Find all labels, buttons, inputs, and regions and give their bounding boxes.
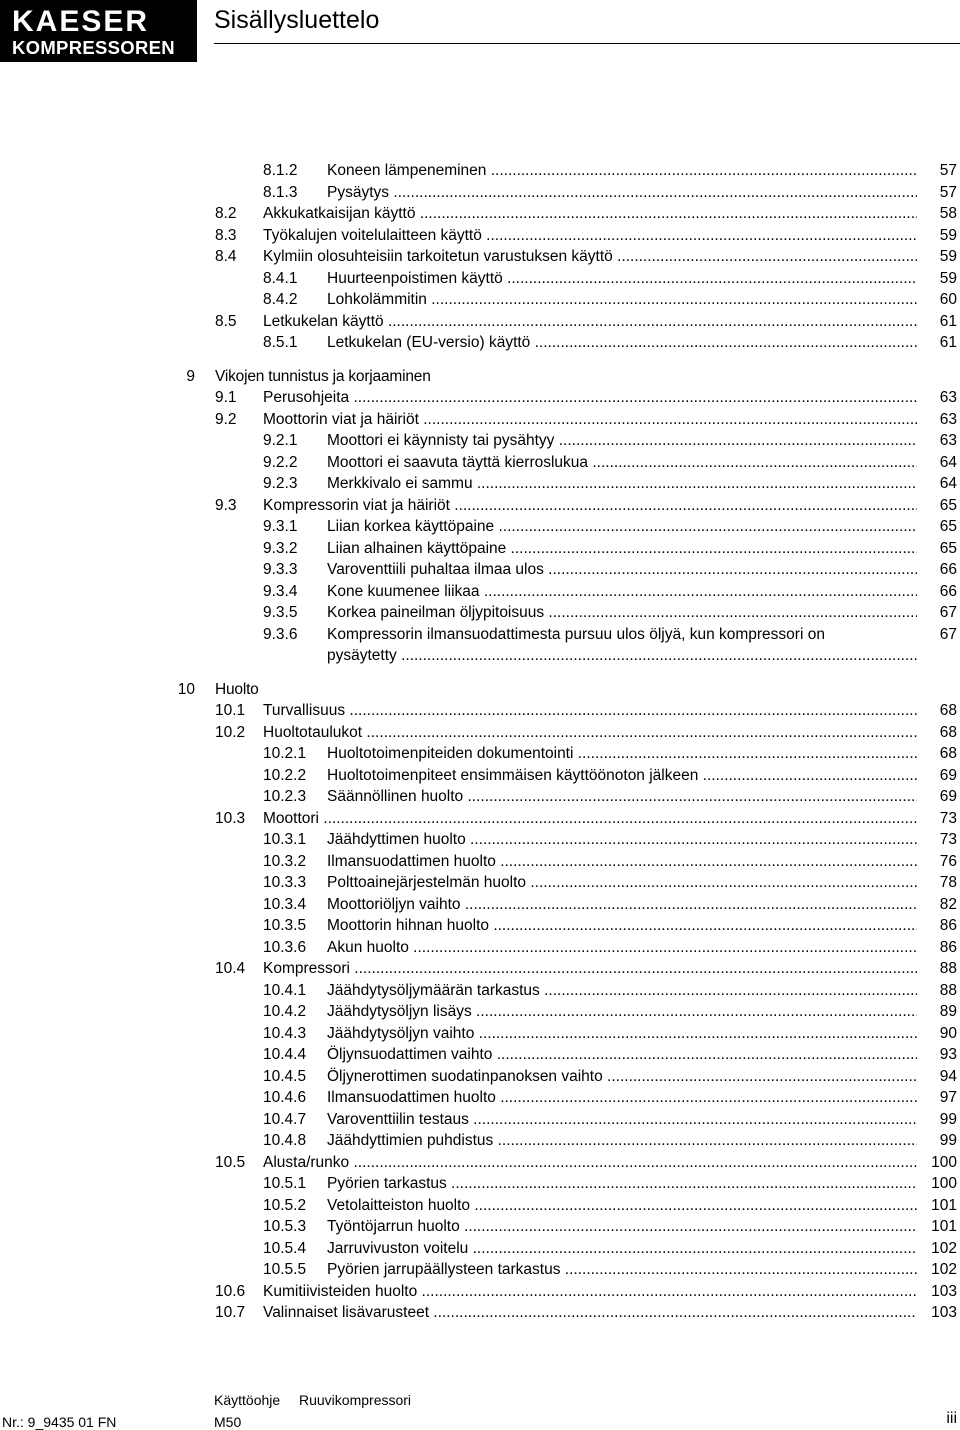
toc-number: 10.2.3 [263,788,307,805]
toc-page-number: 89 [939,1003,957,1020]
toc-number: 10.5.3 [263,1218,307,1235]
toc-title: Alusta/runko ..... [263,1152,917,1174]
toc-entry[interactable] [0,808,960,830]
toc-title: Vetolaitteiston huolto ..... [327,1195,917,1217]
toc-title: Moottori ei käynnisty tai pysähtyy ..... [327,430,917,452]
toc-page-number: 100 [931,1175,957,1192]
toc-number: 10.4.3 [263,1024,307,1042]
toc-page-number: 88 [939,981,957,999]
toc-entry[interactable] [0,1130,960,1152]
toc-number: 10.4.7 [263,1110,307,1128]
toc-entry[interactable] [0,829,960,851]
toc-number: 8.5.1 [263,334,298,351]
toc-number: 8.1.3 [263,183,298,201]
toc-title: Moottorin viat ja häiriöt ..... [263,409,917,431]
footer-page-number: iii [946,1410,957,1427]
toc-chapter[interactable] [0,366,960,388]
toc-entry[interactable] [0,872,960,894]
toc-entry[interactable] [0,452,960,474]
toc-page-number: 97 [939,1089,957,1106]
toc-entry[interactable] [0,332,960,354]
toc-entry[interactable] [0,311,960,333]
toc-number: 8.3 [215,226,237,244]
header-divider [214,43,960,44]
toc-title: Akun huolto ..... [327,937,917,959]
toc-number: 9 [186,367,195,385]
logo-line2: KOMPRESSOREN [12,37,175,58]
toc-title: Merkkivalo ei sammu ..... [327,473,917,495]
toc-number: 10.3.6 [263,938,307,956]
toc-number: 10.4.1 [263,981,307,999]
toc-number: 10.3.2 [263,852,307,870]
toc-title: Jarruvivuston voitelu ..... [327,1238,917,1260]
toc-title: Valinnaiset lisävarusteet ..... [263,1302,917,1324]
toc-title: Ilmansuodattimen huolto ..... [327,1087,917,1109]
toc-entry[interactable] [0,786,960,808]
toc-entry[interactable] [0,602,960,624]
toc-entry[interactable] [0,1109,960,1131]
toc-page-number: 100 [931,1153,957,1171]
toc-number: 8.2 [215,205,237,222]
toc-title: Kylmiin olosuhteisiin tarkoitetun varustuksen käyttö ..... [263,246,917,268]
toc-title: Polttoainejärjestelmän huolto ..... [327,872,917,894]
toc-title: Varoventtiili puhaltaa ilmaa ulos ..... [327,559,917,581]
toc-page-number: 68 [939,723,957,741]
toc-number: 10 [177,680,195,698]
toc-entry[interactable] [0,246,960,268]
kaeser-logo [0,0,197,62]
toc-title: Kompressori ..... [263,958,917,980]
toc-number: 8.5 [215,312,237,330]
toc-entry[interactable] [0,851,960,873]
toc-title: Huolto [215,680,259,698]
toc-number: 9.3.1 [263,518,298,535]
toc-entry[interactable] [0,700,960,722]
toc-title: Jäähdytysöljymäärän tarkastus ..... [327,980,917,1002]
toc-page-number: 86 [939,917,957,934]
toc-entry[interactable] [0,958,960,980]
footer-product: Ruuvikompressori [299,1392,412,1408]
toc-number: 10.1 [215,702,246,719]
toc-entry[interactable] [0,1238,960,1260]
toc-entry[interactable] [0,516,960,538]
toc-title: Öljynsuodattimen vaihto ..... [327,1044,917,1066]
toc-title: Liian alhainen käyttöpaine ..... [327,538,917,560]
toc-number: 9.3.2 [263,539,298,557]
toc-title: Moottori ..... [263,808,917,830]
toc-number: 9.3.5 [263,604,298,621]
toc-entry[interactable] [0,624,960,667]
toc-title: Huoltotaulukot ..... [263,722,917,744]
toc-entry[interactable] [0,915,960,937]
toc-page-number: 67 [939,625,957,643]
toc-page-number: 99 [939,1110,957,1128]
toc-page-number: 76 [939,852,957,870]
toc-entry[interactable] [0,1044,960,1066]
toc-title: Moottorin hihnan huolto ..... [327,915,917,937]
toc-entry[interactable] [0,765,960,787]
toc-number: 10.6 [215,1282,246,1300]
toc-title: Työntöjarrun huolto ..... [327,1216,917,1238]
toc-page-number: 67 [939,604,957,621]
toc-title: Liian korkea käyttöpaine ..... [327,516,917,538]
toc-entry[interactable] [0,1173,960,1195]
toc-entry[interactable] [0,581,960,603]
toc-page-number: 68 [939,702,957,719]
toc-title: Huurteenpoistimen käyttö ..... [327,268,917,290]
toc-number: 9.2.3 [263,475,298,492]
toc-entry[interactable] [0,1087,960,1109]
toc-title: Jäähdytysöljyn lisäys ..... [327,1001,917,1023]
toc-page-number: 73 [939,809,957,827]
toc-page-number: 94 [939,1067,957,1085]
toc-title: Öljynerottimen suodatinpanoksen vaihto ..... [327,1066,917,1088]
toc-title: Moottoriöljyn vaihto ..... [327,894,917,916]
toc-entry[interactable] [0,1281,960,1303]
toc-number: 10.5.2 [263,1196,307,1214]
toc-title: Kone kuumenee liikaa ..... [327,581,917,603]
toc-number: 10.4.2 [263,1003,307,1020]
toc-title: Huoltotoimenpiteiden dokumentointi ..... [327,743,917,765]
toc-page-number: 57 [939,183,957,201]
toc-entry[interactable] [0,538,960,560]
toc-page-number: 68 [939,745,957,762]
toc-number: 10.5 [215,1153,246,1171]
toc-title: Työkalujen voitelulaitteen käyttö ..... [263,225,917,247]
toc-number: 10.3.1 [263,831,307,848]
toc-title: Jäähdyttimien puhdistus ..... [327,1130,917,1152]
toc-entry[interactable] [0,894,960,916]
toc-number: 9.3 [215,496,237,514]
toc-entry[interactable] [0,1302,960,1324]
toc-entry[interactable] [0,1259,960,1281]
toc-entry[interactable] [0,182,960,204]
footer-doc-number: Nr.: 9_9435 01 FN [2,1414,117,1430]
toc-page-number: 102 [931,1261,957,1278]
toc-number: 10.4.6 [263,1089,307,1106]
toc-entry[interactable] [0,1152,960,1174]
toc-page-number: 93 [939,1046,957,1063]
toc-page-number: 78 [939,874,957,891]
toc-number: 10.5.4 [263,1239,307,1257]
toc-page-number: 57 [939,162,957,179]
toc-number: 9.3.6 [263,625,298,643]
toc-page-number: 59 [939,248,957,265]
toc-number: 9.1 [215,389,237,406]
toc-title: Kumitiivisteiden huolto ..... [263,1281,917,1303]
toc-title [327,624,917,667]
toc-title: Pyörien jarrupäällysteen tarkastus ..... [327,1259,917,1281]
toc-number: 10.4.4 [263,1046,307,1063]
toc-entry[interactable] [0,203,960,225]
toc-page-number: 59 [939,226,957,244]
toc-number: 10.3.4 [263,895,307,913]
toc-entry[interactable] [0,722,960,744]
toc-title: Varoventtiilin testaus ..... [327,1109,917,1131]
toc-page-number: 86 [939,938,957,956]
page-title: Sisällysluettelo [214,6,380,34]
table-of-contents [0,160,960,1324]
toc-entry[interactable] [0,1195,960,1217]
toc-number: 10.3.5 [263,917,307,934]
toc-title: Letkukelan käyttö ..... [263,311,917,333]
toc-entry[interactable] [0,473,960,495]
toc-page-number: 63 [939,410,957,428]
toc-title-line1: Kompressorin ilmansuodattimesta pursuu ulos öljyä, kun kompressori on [327,625,825,643]
toc-entry[interactable] [0,225,960,247]
footer-doc-type: Käyttöohje [214,1392,281,1408]
toc-page-number: 58 [939,205,957,222]
toc-title: Moottori ei saavuta täyttä kierroslukua ..... [327,452,917,474]
toc-title: Akkukatkaisijan käyttö ..... [263,203,917,225]
toc-title: Jäähdytysöljyn vaihto ..... [327,1023,917,1045]
toc-number: 10.5.1 [263,1175,307,1192]
toc-page-number: 102 [931,1239,957,1257]
toc-number: 8.1.2 [263,162,298,179]
toc-title: Letkukelan (EU-versio) käyttö ..... [327,332,917,354]
footer-model: M50 [214,1414,242,1430]
toc-page-number: 61 [939,334,957,351]
toc-page-number: 66 [939,561,957,578]
toc-title: Turvallisuus ..... [263,700,917,722]
toc-page-number: 69 [939,766,957,784]
toc-entry[interactable] [0,495,960,517]
toc-entry[interactable] [0,268,960,290]
toc-title: Pysäytys ..... [327,182,917,204]
toc-page-number: 64 [939,475,957,492]
toc-page-number: 101 [931,1218,957,1235]
toc-page-number: 61 [939,312,957,330]
toc-title: Jäähdyttimen huolto ..... [327,829,917,851]
toc-number: 10.5.5 [263,1261,307,1278]
toc-title: Ilmansuodattimen huolto ..... [327,851,917,873]
toc-number: 10.3 [215,809,246,827]
toc-number: 10.2.1 [263,745,307,762]
toc-entry[interactable] [0,160,960,182]
toc-entry[interactable] [0,559,960,581]
toc-page-number: 90 [939,1024,957,1042]
toc-chapter[interactable] [0,679,960,701]
toc-entry[interactable] [0,430,960,452]
toc-number: 9.2 [215,410,237,428]
toc-entry[interactable] [0,387,960,409]
toc-page-number: 88 [939,960,957,977]
logo-line1: KAESER [12,5,150,38]
toc-title: Pyörien tarkastus ..... [327,1173,917,1195]
toc-entry[interactable] [0,1023,960,1045]
toc-entry[interactable] [0,937,960,959]
toc-page-number: 63 [939,432,957,449]
toc-number: 9.2.2 [263,453,298,471]
toc-number: 8.4 [215,248,237,265]
toc-title: Koneen lämpeneminen ..... [327,160,917,182]
toc-number: 10.3.3 [263,874,307,891]
toc-page-number: 69 [939,788,957,805]
toc-title: Huoltotoimenpiteet ensimmäisen käyttöönoton jälkeen ..... [327,765,917,787]
toc-entry[interactable] [0,1216,960,1238]
toc-title: Lohkolämmitin ..... [327,289,917,311]
toc-entry[interactable] [0,980,960,1002]
toc-title-line2: pysäytetty ..... [327,645,917,667]
toc-page-number: 66 [939,582,957,600]
toc-number: 10.4 [215,960,246,977]
toc-page-number: 64 [939,453,957,471]
toc-page-number: 73 [939,831,957,848]
toc-entry[interactable] [0,1001,960,1023]
toc-number: 9.3.4 [263,582,298,600]
toc-title: Vikojen tunnistus ja korjaaminen [215,367,431,385]
toc-title: Korkea paineilman öljypitoisuus ..... [327,602,917,624]
toc-page-number: 60 [939,291,957,308]
toc-page-number: 82 [939,895,957,913]
toc-entry[interactable] [0,289,960,311]
toc-entry[interactable] [0,409,960,431]
toc-page-number: 103 [931,1282,957,1300]
toc-number: 8.4.2 [263,291,298,308]
toc-number: 8.4.1 [263,269,298,287]
toc-number: 10.7 [215,1304,246,1321]
toc-number: 10.4.8 [263,1132,307,1149]
toc-page-number: 101 [931,1196,957,1214]
toc-title: Säännöllinen huolto ..... [327,786,917,808]
toc-page-number: 65 [939,518,957,535]
toc-entry[interactable] [0,743,960,765]
toc-page-number: 59 [939,269,957,287]
toc-page-number: 63 [939,389,957,406]
toc-entry[interactable] [0,1066,960,1088]
toc-number: 10.4.5 [263,1067,307,1085]
toc-page-number: 103 [931,1304,957,1321]
toc-title: Kompressorin viat ja häiriöt ..... [263,495,917,517]
toc-page-number: 99 [939,1132,957,1149]
toc-number: 10.2.2 [263,766,307,784]
toc-number: 10.2 [215,723,246,741]
toc-page-number: 65 [939,539,957,557]
toc-number: 9.2.1 [263,432,298,449]
toc-page-number: 65 [939,496,957,514]
toc-title: Perusohjeita ..... [263,387,917,409]
toc-number: 9.3.3 [263,561,298,578]
